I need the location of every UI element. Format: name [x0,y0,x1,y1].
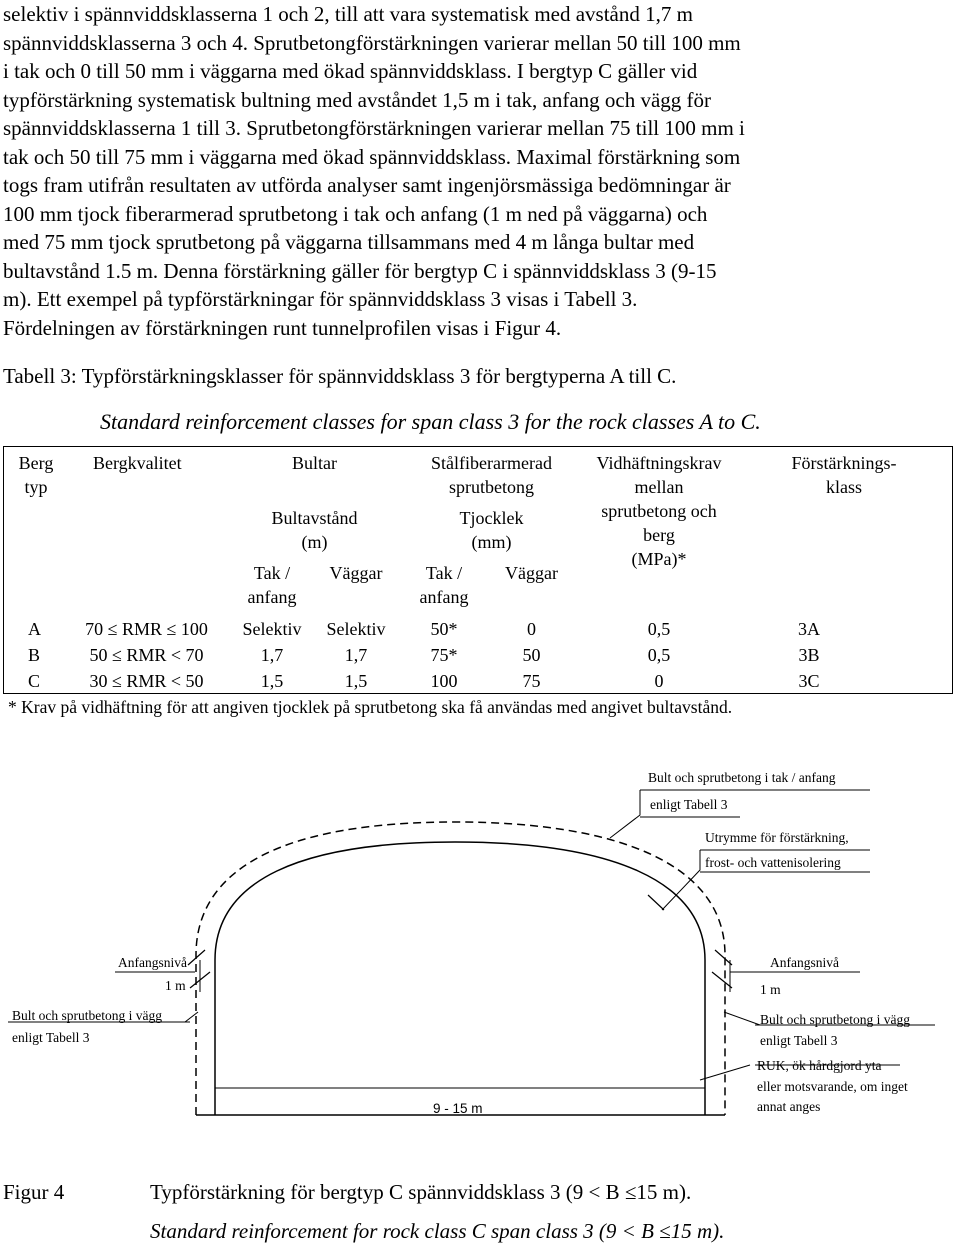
reinforcement-table [3,446,953,694]
body-line: selektiv i spännviddsklasserna 1 och 2, till att vara systematisk med avstånd 1,7 m [3,2,693,26]
cell-bult-tak: 1,7 [260,645,284,665]
label-left-wall-table: enligt Tabell 3 [12,1030,90,1045]
cell-spr-vagg: 75 [522,671,541,691]
header-spr-anfang: anfang [419,587,469,607]
header-bult-tak: Tak / [253,563,291,583]
body-line: typförstärkning systematisk bultning med avståndet 1,5 m i tak, anfang och vägg för [3,88,712,112]
header-stalfiber: Stålfiberarmerad [431,453,552,473]
body-line: 100 mm tjock fiberarmerad sprutbetong i tak och anfang (1 m ned på väggarna) och [3,202,708,226]
cell-vid: 0,5 [647,619,671,639]
body-line: tak och 50 till 75 mm i väggarna med ökad spännviddsklass. Maximal förstärkning som [3,145,741,169]
header-forstarkning: Förstärknings- [791,453,897,473]
header-vidhaftning-5: (MPa)* [631,549,687,569]
label-right-wall-table: enligt Tabell 3 [760,1033,838,1048]
label-span: 9 - 15 m [433,1101,483,1116]
cell-spr-vagg: 50 [522,645,541,665]
header-vidhaftning-3: sprutbetong och [601,501,717,521]
body-line: Fördelningen av förstärkningen runt tunnelprofilen visas i Figur 4. [3,316,562,340]
cell-spr-tak: 50* [430,619,458,639]
header-berg: Berg [18,453,54,473]
label-right-wall: Bult och sprutbetong i vägg [760,1012,910,1027]
cell-bult-tak: Selektiv [242,619,302,639]
body-line: med 75 mm tjock sprutbetong på väggarna tillsammans med 4 m långa bultar med [3,230,695,254]
space-leader-line [662,850,700,910]
tunnel-outer-dashed-outline [196,822,725,1115]
header-bultavstand: Bultavstånd [271,508,358,528]
cell-bult-vagg: Selektiv [326,619,386,639]
header-bult-anfang: anfang [247,587,297,607]
header-bultavstand-unit: (m) [301,532,328,552]
cell-spr-tak: 75* [430,645,458,665]
label-space-2: frost- och vattenisolering [705,855,841,870]
header-typ: typ [24,477,48,497]
table-caption-english: Standard reinforcement classes for span class 3 for the rock classes A to C. [100,409,761,434]
figure-number: Figur 4 [3,1180,65,1204]
table-footnote: * Krav på vidhäftning för att angiven tjocklek på sprutbetong ska få användas med angivet bultavstånd. [8,697,733,717]
header-tjocklek: Tjocklek [459,508,524,528]
cell-klass: 3B [798,645,820,665]
label-ruk-2: eller motsvarande, om inget [757,1079,908,1094]
header-spr-vaggar: Väggar [505,563,558,583]
label-roof-table: enligt Tabell 3 [650,797,728,812]
cell-spr-vagg: 0 [527,619,536,639]
header-vidhaftning-4: berg [643,525,675,545]
cell-kvalitet: 50 ≤ RMR < 70 [89,645,204,665]
header-klass: klass [826,477,862,497]
cell-vid: 0,5 [647,645,671,665]
body-line: m). Ett exempel på typförstärkningar för spännviddsklass 3 visas i Tabell 3. [3,287,638,311]
cell-kvalitet: 30 ≤ RMR < 50 [89,671,204,691]
cell-typ: C [28,671,41,691]
cell-bult-tak: 1,5 [260,671,284,691]
cell-bult-vagg: 1,5 [344,671,368,691]
label-space: Utrymme för förstärkning, [705,830,849,845]
cell-typ: A [28,619,41,639]
roof-leader-line [610,790,640,838]
body-line: spännviddsklasserna 1 till 3. Sprutbetongförstärkningen varierar mellan 75 till 100 mm i [3,116,745,140]
label-left-1m: 1 m [165,978,186,993]
label-roof: Bult och sprutbetong i tak / anfang [648,770,836,785]
figure-caption: Typförstärkning för bergtyp C spännviddsklass 3 (9 < B ≤15 m). [150,1180,692,1204]
header-bult-vaggar: Väggar [329,563,383,583]
cell-vid: 0 [654,671,664,691]
header-sprutbetong: sprutbetong [449,477,534,497]
right-wall-leader [724,1012,760,1025]
anfang-tick [712,972,732,988]
body-line: bultavstånd 1.5 m. Denna förstärkning gäller för bergtyp C i spännviddsklass 3 (9-15 [3,259,717,283]
cell-kvalitet: 70 ≤ RMR ≤ 100 [85,619,208,639]
label-right-1m: 1 m [760,982,781,997]
cell-klass: 3C [798,671,820,691]
anfang-tick [715,950,732,965]
label-left-anfang: Anfangsnivå [118,955,187,970]
header-bergkvalitet: Bergkvalitet [93,453,182,473]
header-vidhaftning: Vidhäftningskrav [596,453,722,473]
body-line: i tak och 0 till 50 mm i väggarna med ökad spännviddsklass. I bergtyp C gäller vid [3,59,698,83]
label-left-wall: Bult och sprutbetong i vägg [12,1008,162,1023]
header-vidhaftning-2: mellan [634,477,684,497]
body-line: togs fram utifrån resultaten av utförda analyser samt ingenjörsmässiga bedömningar är [3,173,731,197]
roof-tick [648,895,664,910]
label-right-anfang: Anfangsnivå [770,955,839,970]
header-spr-tak: Tak / [425,563,463,583]
label-ruk-3: annat anges [757,1099,821,1114]
cell-bult-vagg: 1,7 [344,645,368,665]
header-bultar: Bultar [292,453,337,473]
figure-caption-english: Standard reinforcement for rock class C span class 3 (9 < B ≤15 m). [150,1219,725,1243]
tunnel-inner-outline [215,842,705,1115]
table-caption: Tabell 3: Typförstärkningsklasser för spännviddsklass 3 för bergtyperna A till C. [3,364,677,388]
header-tjocklek-unit: (mm) [471,532,512,552]
label-ruk: RUK, ök hårdgjord yta [757,1058,882,1073]
cell-typ: B [28,645,41,665]
tunnel-figure [0,760,960,1140]
body-line: spännviddsklasserna 3 och 4. Sprutbetongförstärkningen varierar mellan 50 till 100 mm [3,31,741,55]
cell-klass: 3A [798,619,820,639]
cell-spr-tak: 100 [430,671,458,691]
